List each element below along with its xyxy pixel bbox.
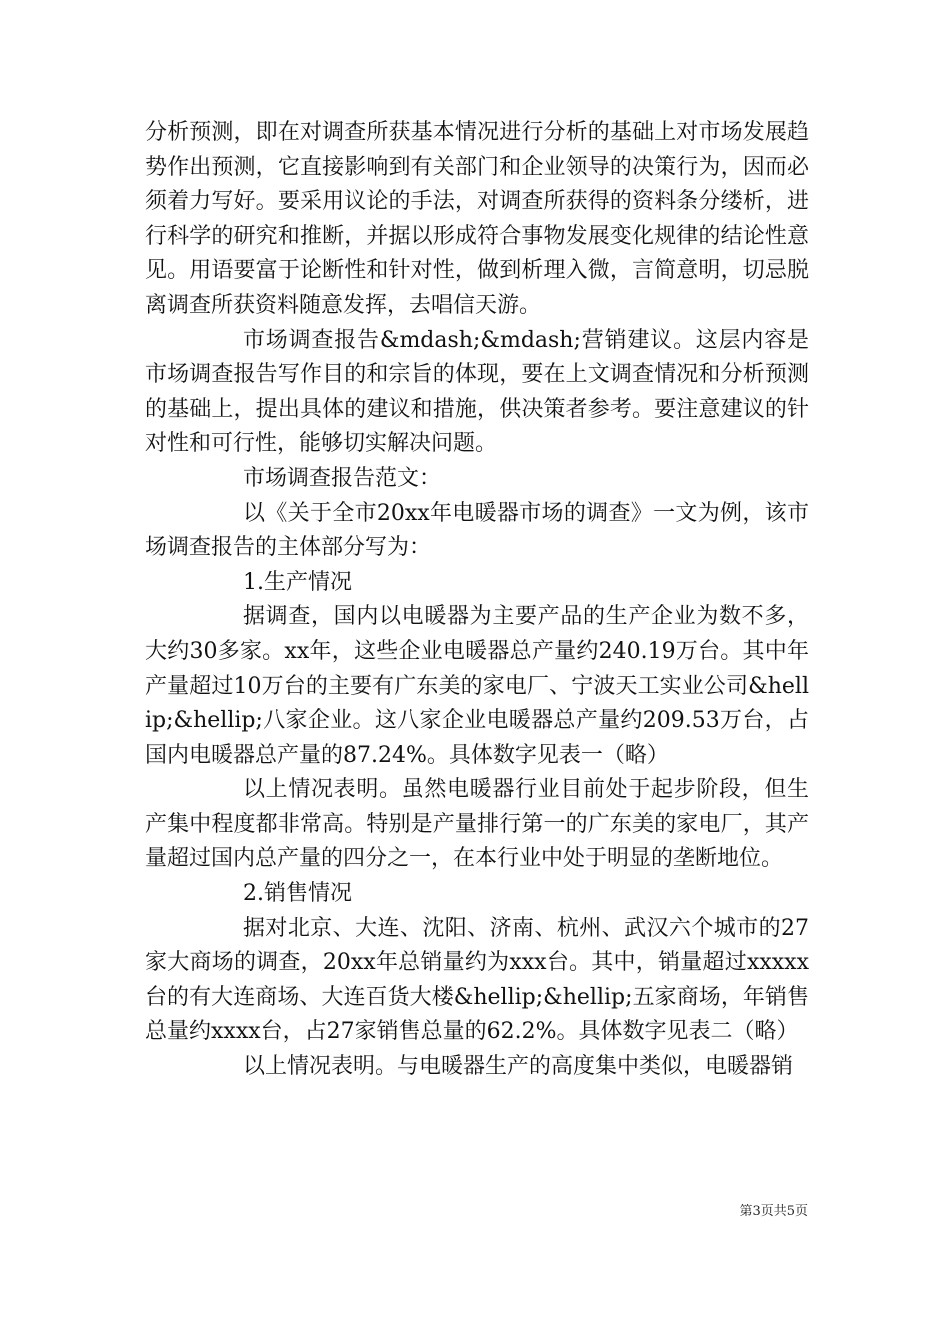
section-heading-production: 1.生产情况 — [243, 569, 352, 595]
paragraph-sample-title: 市场调查报告范文： — [243, 465, 442, 491]
paragraph-sales-conclusion: 以上情况表明。与电暖器生产的高度集中类似，电暖器销 — [243, 1054, 794, 1080]
paragraph-production-details: 据调查，国内以电暖器为主要产品的生产企业为数不多，大约30多家。xx年，这些企业电暖器总产量约240.19万台。其中年产量超过10万台的主要有广东美的家电厂、宁波天工实业公司&hellip;&hellip;八家企业。这八家企业电暖器总产量约209.53万台，占国内电暖器总产量的87.24%。具体数字见表一（略） — [145, 604, 809, 768]
paragraph-sales-details: 据对北京、大连、沈阳、济南、杭州、武汉六个城市的27家大商场的调查，20xx年总销量约为xxx台。其中，销量超过xxxxx台的有大连商场、大连百货大楼&hellip;&hellip;五家商场，年销售总量约xxxx台，占27家销售总量的62.2%。具体数字见表二（略） — [145, 915, 809, 1045]
paragraph-marketing-advice: 市场调查报告&mdash;&mdash;营销建议。这层内容是市场调查报告写作目的和宗旨的体现，要在上文调查情况和分析预测的基础上，提出具体的建议和措施，供决策者参考。要注意建议的针对性和可行性，能够切实解决问题。 — [145, 327, 809, 457]
document-body — [145, 116, 809, 1085]
page-number-footer: 第3页共5页 — [739, 1204, 808, 1219]
paragraph-production-conclusion: 以上情况表明。虽然电暖器行业目前处于起步阶段，但生产集中程度都非常高。特别是产量排行第一的广东美的家电厂，其产量超过国内总产量的四分之一，在本行业中处于明显的垄断地位。 — [145, 777, 809, 872]
section-heading-sales: 2.销售情况 — [243, 881, 352, 907]
paragraph-analysis-forecast: 分析预测，即在对调查所获基本情况进行分析的基础上对市场发展趋势作出预测，它直接影响到有关部门和企业领导的决策行为，因而必须着力写好。要采用议论的手法，对调查所获得的资料条分缕析，进行科学的研究和推断，并据以形成符合事物发展变化规律的结论性意见。用语要富于论断性和针对性，做到析理入微，言简意明，切忌脱离调查所获资料随意发挥，去唱信天游。 — [145, 120, 809, 318]
paragraph-sample-intro: 以《关于全市20xx年电暖器市场的调查》一文为例，该市场调查报告的主体部分写为： — [145, 500, 809, 561]
